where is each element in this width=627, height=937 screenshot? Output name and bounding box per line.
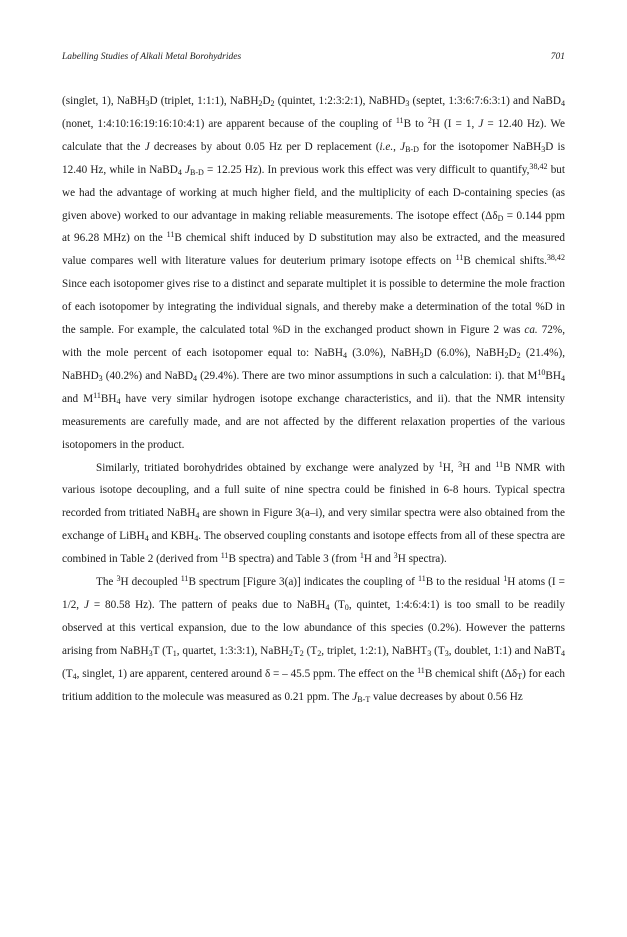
running-head (62, 52, 565, 66)
paragraph-2: Similarly, tritiated borohydrides obtained by exchange were analyzed by $^1$H, $^3$H and $^{11}$B NMR with various isotope decoupling, and a full suite of nine spectra could be finished in 6-8 hours. Typical spectra recorded from tritiated NaBH$_4$ are shown in Figure 3(a–i), and very similar spectra were also obtained from the exchange of LiBH$_4$ and $KBH_4$. The observed coupling constants and isotope effects from all of these spectra are combined in Table 2 (derived from $^{11}$B spectra) and Table 3 (from $^1$H and $^3$H spectra). (62, 459, 566, 566)
running-title: Labelling Studies of Alkali Metal Borohydrides (62, 52, 242, 62)
page-number: 701 (550, 52, 565, 62)
body-text (62, 90, 565, 708)
paragraph-3: The $^3$H decoupled $^{11}$B spectrum [Figure 3(a)] indicates the coupling of $^{11}$B to the residual $^1$H atoms (I = 1/2, J = 80.58 Hz). The pattern of peaks due to NaBH$_4$ ($T_0$, quintet, 1:4:6:4:1) is too small to be readily observed at this vertical expansion, due to the low abundance of this species (0.2%). However the patterns arising from NaBH$_3$T ($T_1$, quartet, 1:3:3:1), $NaBH_2T_2$ ($T_2$, triplet, 1:2:1), NaBHT$_3$ ($T_3$, doublet, 1:1) and NaBT$_4$ ($T_4$, singlet, 1) are apparent, centered around δ = – 45.5 ppm. The effect on the $^{11}$B chemical shift $(\Delta\delta_T)$ for each tritium addition to the molecule was measured as 0.21 ppm. The $J_{B-T}$ value decreases by about 0.56 Hz (62, 574, 566, 704)
paragraph-1: (singlet, 1), NaBH$_3$D (triplet, 1:1:1), $NaBH_2D_2$ (quintet, 1:2:3:2:1), NaBHD$_3$ (septet, 1:3:6:7:6:3:1) and NaBD$_4$ (nonet, 1:4:10:16:19:16:10:4:1) are apparent because of the coupling of $^{11}$B to $^2$H (I = 1, J = 12.40 Hz). We calculate that the J decreases by about 0.05 Hz per D replacement (i.e., $J_{B-D}$ for the isotopomer NaBH$_3$D is 12.40 Hz, while in NaBD$_4$ $J_{B-D} = 12.25$ Hz). In previous work this effect was very difficult to quantify,$^{38,42}$ but we had the advantage of working at much higher field, and the multiplicity of each D-containing species (as given above) worked to our advantage in making reliable measurements. The isotope effect ($\Delta\delta_D = 0.144$ ppm at 96.28 MHz) on the $^{11}$B chemical shift induced by D substitution may also be extracted, and the measured value compares well with literature values for deuterium primary isotope effects on $^{11}$B chemical shifts.$^{38,42}$ Since each isotopomer gives rise to a distinct and separate multiplet it is possible to determine the mole fraction of each isotopomer by integrating the individual signals, and thereby make a determination of the total %D in the sample. For example, the calculated total %D in the exchanged product shown in Figure 2 was ca. 72%, with the mole percent of each isotopomer equal to: NaBH$_4$ (3.0%), NaBH$_3$D (6.0%), $NaBH_2D_2$ (21.4%), NaBHD$_3$ (40.2%) and NaBD$_4$ (29.4%). There are two minor assumptions in such a calculation: i). that $M^{10}BH_4$ and $M^{11}BH_4$ have very similar hydrogen isotope exchange characteristics, and ii). that the NMR intensity measurements are carefully made, and are not affected by the different relaxation properties of the various isotopomers in the product. (62, 95, 566, 451)
